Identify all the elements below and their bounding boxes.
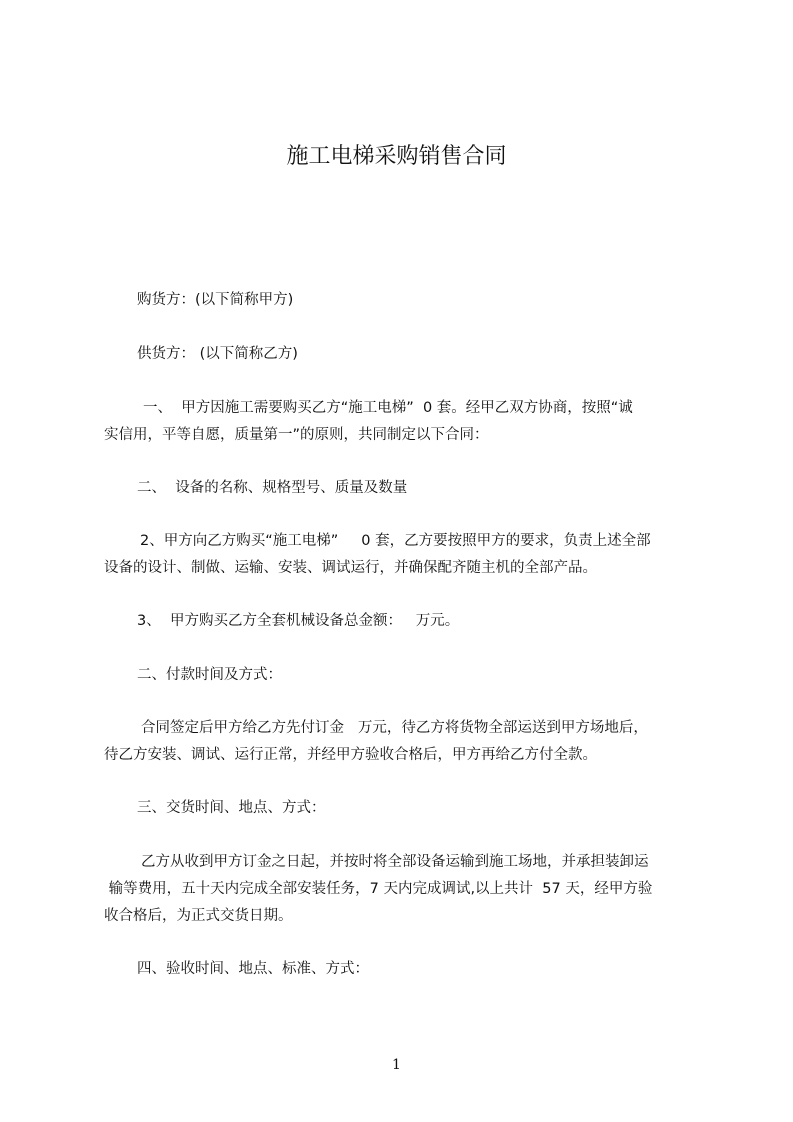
section-delivery-heading: 三、交货时间、地点、方式：	[137, 800, 326, 816]
delivery-line1: 乙方从收到甲方订金之日起，并按时将全部设备运输到施工场地，并承担装卸运	[141, 854, 649, 870]
section-acceptance-heading: 四、验收时间、地点、标准、方式：	[137, 961, 369, 977]
payment-line1: 合同签定后甲方给乙方先付订金 万元，待乙方将货物全部运送到甲方场地后，	[141, 720, 648, 736]
seller-line: 供货方： (以下简称乙方)	[137, 346, 298, 362]
section-equipment-heading: 二、 设备的名称、规格型号、质量及数量	[137, 480, 408, 496]
document-title: 施工电梯采购销售合同	[286, 144, 507, 169]
clause2-line1: 2、甲方向乙方购买“施工电梯” 0 套，乙方要按照甲方的要求，负责上述全部	[140, 533, 651, 549]
payment-line2: 待乙方安装、调试、运行正常，并经甲方验收合格后，甲方再给乙方付全款。	[104, 747, 597, 763]
page-number: 1	[392, 1057, 401, 1073]
clause2-line2: 设备的设计、制做、运输、安装、调试运行，并确保配齐随主机的全部产品。	[104, 560, 597, 576]
delivery-line2: 输等费用，五十天内完成全部安装任务，7 天内完成调试,以上共计 57 天，经甲方验	[104, 881, 653, 897]
buyer-line: 购货方：(以下简称甲方)	[137, 292, 294, 308]
clause1-line2: 实信用，平等自愿，质量第一”的原则，共同制定以下合同：	[104, 427, 489, 443]
clause3-line: 3、 甲方购买乙方全套机械设备总金额： 万元。	[137, 613, 460, 629]
section-payment-heading: 二、付款时间及方式：	[137, 667, 282, 683]
clause1-line1: 一、 甲方因施工需要购买乙方“施工电梯” 0 套。经甲乙双方协商，按照“诚	[143, 400, 633, 416]
delivery-line3: 收合格后，为正式交货日期。	[104, 908, 293, 924]
